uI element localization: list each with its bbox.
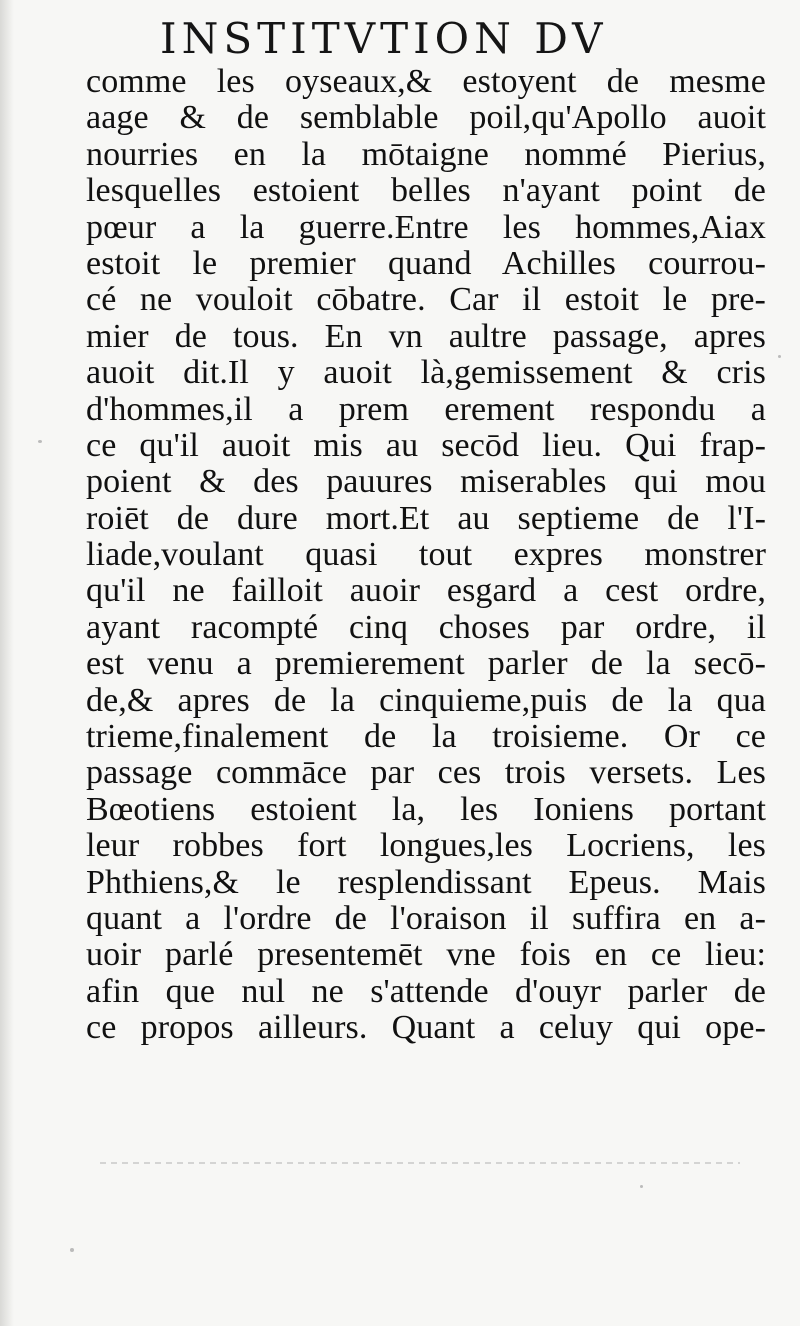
- text-line: uoir parlé presentemēt vne fois en ce lieu:: [86, 936, 766, 974]
- text-block: [86, 64, 766, 1047]
- text-line: cé ne vouloit cōbatre. Car il estoit le pre-: [86, 281, 766, 319]
- text-line: d'hommes,il a prem erement respondu a: [86, 390, 766, 428]
- text-line: lesquelles estoient belles n'ayant point de: [86, 172, 766, 210]
- text-line: aage & de semblable poil,qu'Apollo auoit: [86, 99, 766, 137]
- text-line: Phthiens,& le resplendissant Epeus. Mais: [86, 863, 766, 901]
- paper-speck: [778, 355, 781, 358]
- text-line: liade,voulant quasi tout expres monstrer: [86, 536, 766, 574]
- text-line: de,& apres de la cinquieme,puis de la qua: [86, 681, 766, 719]
- text-line: pœur a la guerre.Entre les hommes,Aiax: [86, 208, 766, 246]
- text-line: auoit dit.Il y auoit là,gemissement & cris: [86, 354, 766, 392]
- text-line: poient & des pauures miserables qui mou: [86, 463, 766, 501]
- running-head: INSTITVTION DV: [160, 14, 608, 63]
- text-line: est venu a premierement parler de la secō-: [86, 645, 766, 683]
- text-line: quant a l'ordre de l'oraison il suffira en a-: [86, 899, 766, 937]
- bleed-through-line: [100, 1162, 740, 1164]
- text-line: Bœotiens estoient la, les Ioniens portant: [86, 790, 766, 828]
- text-line: qu'il ne failloit auoir esgard a cest ordre,: [86, 572, 766, 610]
- text-line: nourries en la mōtaigne nommé Pierius,: [86, 135, 766, 173]
- paper-speck: [38, 440, 42, 443]
- text-line: comme les oyseaux,& estoyent de mesme: [86, 63, 766, 100]
- text-line: afin que nul ne s'attende d'ouyr parler de: [86, 972, 766, 1010]
- text-line: ce propos ailleurs. Quant a celuy qui ope-: [86, 1009, 766, 1047]
- text-line: passage commāce par ces trois versets. Les: [86, 754, 766, 792]
- text-line: ayant racompté cinq choses par ordre, il: [86, 608, 766, 646]
- text-line: trieme,finalement de la troisieme. Or ce: [86, 718, 766, 756]
- text-line: mier de tous. En vn aultre passage, apres: [86, 317, 766, 355]
- text-line: ce qu'il auoit mis au secōd lieu. Qui frap-: [86, 426, 766, 464]
- text-line: roiēt de dure mort.Et au septieme de l'I-: [86, 499, 766, 537]
- paper-speck: [640, 1185, 643, 1188]
- text-line: estoit le premier quand Achilles courrou-: [86, 244, 766, 282]
- paper-speck: [70, 1248, 74, 1252]
- text-line: leur robbes fort longues,les Locriens, les: [86, 827, 766, 865]
